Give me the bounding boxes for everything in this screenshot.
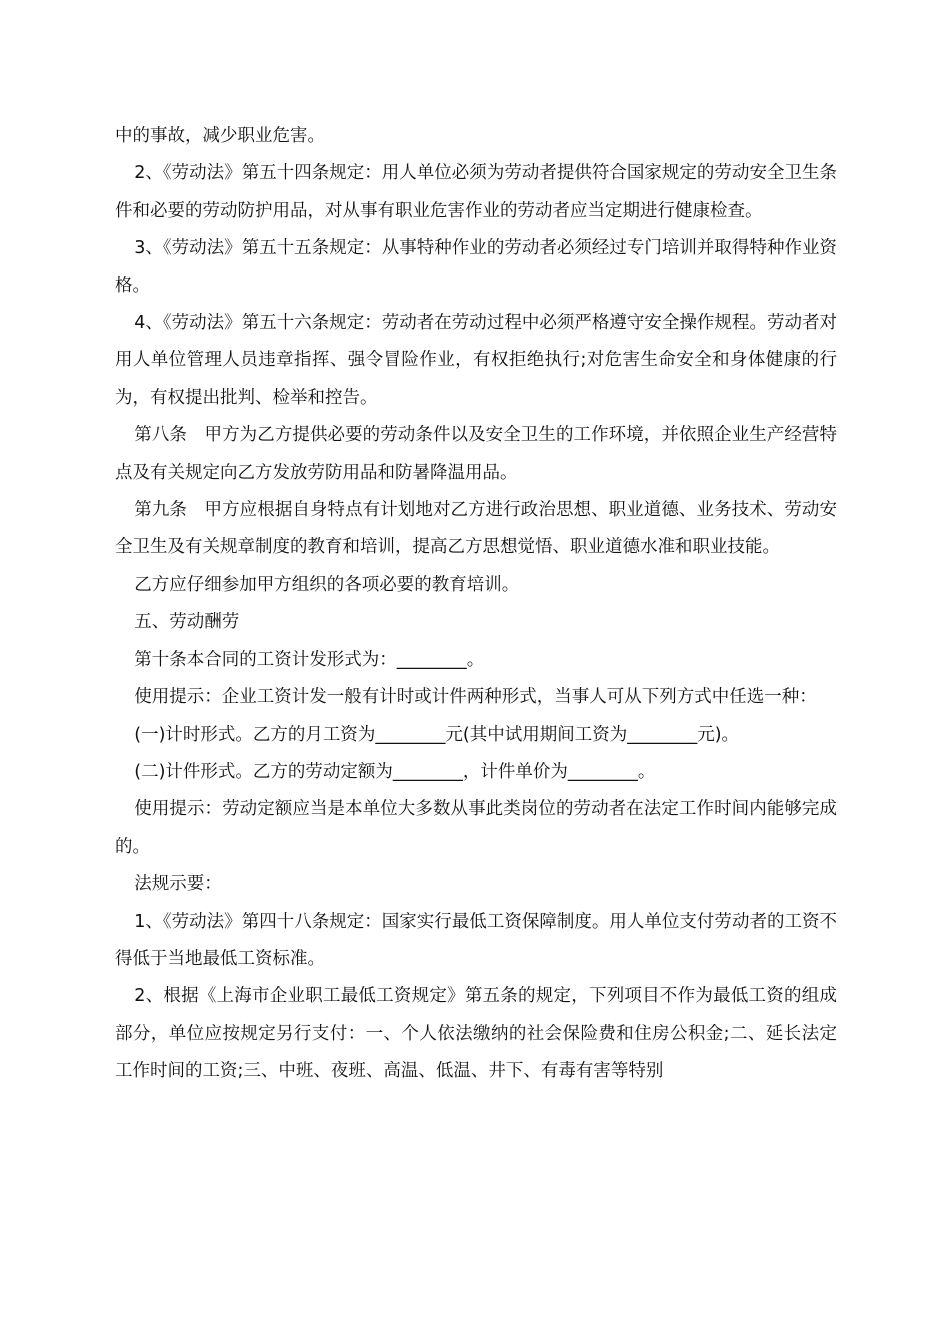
paragraph: 第九条 甲方应根据自身特点有计划地对乙方进行政治思想、职业道德、业务技术、劳动安全卫生及有关规章制度的教育和培训，提高乙方思想觉悟、职业道德水准和职业技能。 xyxy=(115,500,837,558)
paragraph: 中的事故，减少职业危害。 xyxy=(115,126,325,146)
section-heading: 五、劳动酬劳 xyxy=(134,612,240,633)
paragraph: (二)计件形式。乙方的劳动定额为________，计件单价为________。 xyxy=(134,761,656,782)
paragraph: 1、《劳动法》第四十八条规定：国家实行最低工资保障制度。用人单位支付劳动者的工资不得低于当地最低工资标准。 xyxy=(115,911,837,969)
paragraph: 3、《劳动法》第五十五条规定：从事特种作业的劳动者必须经过专门培训并取得特种作业资格。 xyxy=(115,238,837,296)
paragraph: 第八条 甲方为乙方提供必要的劳动条件以及安全卫生的工作环境，并依照企业生产经营特点及有关规定向乙方发放劳防用品和防暑降温用品。 xyxy=(115,425,837,483)
paragraph: (一)计时形式。乙方的月工资为________元(其中试用期间工资为________元)。 xyxy=(134,724,740,745)
paragraph: 2、根据《上海市企业职工最低工资规定》第五条的规定，下列项目不作为最低工资的组成部分，单位应按规定另行支付：一、个人依法缴纳的社会保险费和住房公积金;二、延长法定工作时间的工资;三、中班、夜班、高温、低温、井下、有毒有害等特别 xyxy=(115,986,837,1082)
document-body xyxy=(115,118,837,1091)
paragraph: 使用提示：劳动定额应当是本单位大多数从事此类岗位的劳动者在法定工作时间内能够完成的。 xyxy=(115,799,837,857)
paragraph: 第十条本合同的工资计发形式为：________。 xyxy=(134,649,485,670)
paragraph: 2、《劳动法》第五十四条规定：用人单位必须为劳动者提供符合国家规定的劳动安全卫生条件和必要的劳动防护用品，对从事有职业危害作业的劳动者应当定期进行健康检查。 xyxy=(115,163,837,221)
paragraph: 使用提示：企业工资计发一般有计时或计件两种形式，当事人可从下列方式中任选一种： xyxy=(134,687,817,708)
paragraph: 法规示要： xyxy=(134,874,222,895)
paragraph: 4、《劳动法》第五十六条规定：劳动者在劳动过程中必须严格遵守安全操作规程。劳动者对用人单位管理人员违章指挥、强令冒险作业，有权拒绝执行;对危害生命安全和身体健康的行为，有权提出批判、检举和控告。 xyxy=(115,313,837,408)
paragraph: 乙方应仔细参加甲方组织的各项必要的教育培训。 xyxy=(134,574,520,595)
